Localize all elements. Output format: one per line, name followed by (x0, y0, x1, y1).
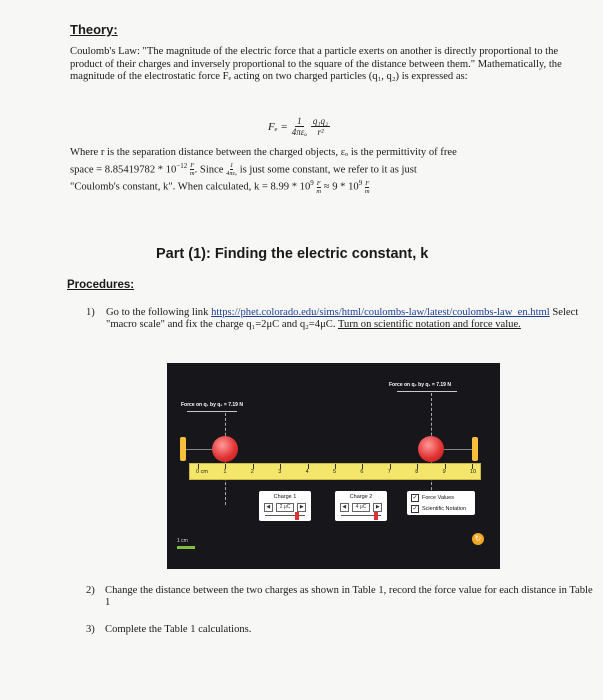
ruler-tick-label: 7 (387, 469, 391, 475)
scale-bar (177, 546, 195, 549)
ruler-tick-label: 9 (442, 469, 446, 475)
charge-2-title: Charge 2 (349, 494, 373, 500)
ruler-tick-label: 3 (278, 469, 282, 475)
step1-intro: Go to the following link (106, 307, 212, 318)
units-num: F (365, 179, 370, 187)
where-line-3 (70, 177, 570, 195)
frac-numerator: q₁q₂ (312, 116, 329, 126)
constant-fraction (226, 162, 237, 177)
force-arrow-left (187, 411, 237, 412)
step-number: 2) (86, 585, 95, 596)
step-text (106, 307, 586, 332)
option-label: Force Values (422, 495, 454, 501)
charge-1-panel (259, 491, 311, 521)
increment-icon[interactable]: ▶ (373, 503, 382, 512)
step-text: Complete the Table 1 calculations. (105, 624, 252, 635)
scale-label: 1 cm (177, 538, 188, 544)
force-label-right: Force on q₂ by q₁ = 7.19 N (389, 382, 451, 388)
decrement-icon[interactable]: ◀ (264, 503, 273, 512)
ruler-tick-label: 8 (415, 469, 419, 475)
ruler-tick-label: 5 (333, 469, 337, 475)
force-label-left: Force on q₁ by q₂ = 7.19 N (181, 402, 243, 408)
step-text: Change the distance between the two charges as shown in Table 1, record the force value for each distance in Table 1 (105, 585, 593, 609)
procedure-step-1 (86, 307, 586, 332)
since-text: . Since (194, 164, 224, 176)
coulomb-law-paragraph: Coulomb's Law: "The magnitude of the electric force that a particle exerts on another is directly proportional to the product of their charges and inversely proportional to the square of the distance between them." Mathematically, the magnitude of the electrostatic force Fₑ acting on two charged particles (q₁, q₂) is expressed as: (70, 46, 562, 83)
charge-2-ball[interactable] (418, 436, 444, 462)
ruler-tick-label: 1 (223, 469, 227, 475)
force-arrow-right (397, 391, 457, 392)
part-title: Part (1): Finding the electric constant, k (156, 246, 429, 262)
theory-heading: Theory: (70, 22, 118, 37)
right-puller-icon (472, 437, 478, 461)
step-number: 1) (86, 307, 95, 318)
constant-text: is just some constant, we refer to it as just (239, 164, 417, 176)
charge-2-panel (335, 491, 387, 521)
formula-frac-constant (292, 116, 307, 137)
step1-underlined: Turn on scientific notation and force value. (337, 319, 521, 331)
ruler-tick-label: 6 (360, 469, 364, 475)
ruler-tick-label: 10 (470, 469, 477, 475)
ruler-tick-label: 2 (250, 469, 254, 475)
ruler[interactable] (189, 463, 481, 480)
units-num: F (316, 179, 321, 187)
where-line-2 (70, 160, 570, 178)
left-rope (186, 449, 213, 450)
frac-denominator: 4πεₒ (291, 127, 307, 137)
constant-den: 4πεₒ (226, 170, 238, 178)
scientific-notation-option[interactable] (411, 505, 471, 513)
charge-1-slider[interactable] (265, 515, 305, 523)
slider-knob[interactable] (295, 512, 299, 520)
charge-2-stepper (335, 503, 387, 512)
procedure-step-2 (86, 585, 596, 610)
permittivity-paragraph (70, 147, 570, 195)
phet-link[interactable]: https://phet.colorado.edu/sims/html/coulombs-law/latest/coulombs-law_en.html (211, 307, 550, 318)
frac-numerator: 1 (297, 116, 302, 126)
units-den: m (316, 187, 322, 195)
units-fraction (316, 180, 321, 195)
option-label: Scientific Notation (422, 506, 467, 512)
where-line-1: Where r is the separation distance between the charged objects, εₒ is the permittivity of free (70, 147, 457, 158)
frac-denominator: r² (317, 127, 324, 137)
coulomb-formula (268, 116, 330, 137)
decrement-icon[interactable]: ◀ (340, 503, 349, 512)
checkbox-checked-icon[interactable]: ✓ (412, 495, 418, 501)
right-rope (444, 449, 472, 450)
exponent: 9 (358, 179, 363, 188)
ruler-tick-label: 4 (305, 469, 309, 475)
charge-1-ball[interactable] (212, 436, 238, 462)
increment-icon[interactable]: ▶ (297, 503, 306, 512)
procedures-heading: Procedures: (67, 279, 135, 291)
units-den: m (189, 170, 195, 178)
charge-1-stepper (259, 503, 311, 512)
units-num: F (190, 162, 195, 170)
units-fraction (365, 180, 370, 195)
reset-icon[interactable]: ↻ (472, 533, 484, 545)
phet-simulation-screenshot (167, 363, 500, 569)
force-values-option[interactable] (411, 494, 471, 502)
units-den: m (364, 187, 370, 195)
ruler-tick-label: 0 cm (196, 469, 208, 475)
constant-num: 1 (229, 162, 234, 170)
charge-2-value: 4 μC (352, 503, 371, 512)
k-calculated: "Coulomb's constant, k". When calculated, k = 8.99 * 10 (70, 181, 311, 193)
charge-1-title: Charge 1 (273, 494, 297, 500)
step1-instruction: Select "macro scale" and fix the charge q₁=2μC and q₂=4μC. (106, 307, 579, 331)
formula-lhs: Fₑ = (268, 120, 288, 133)
exponent: 9 (310, 179, 314, 188)
k-approx: ≈ 9 * 10 (323, 181, 359, 193)
step-number: 3) (86, 624, 95, 635)
checkbox-checked-icon[interactable]: ✓ (412, 506, 418, 512)
formula-frac-charges (311, 116, 330, 137)
procedure-step-3 (86, 624, 586, 636)
exponent: −12 (176, 161, 188, 170)
charge-1-value: 2 μC (276, 503, 295, 512)
options-panel (407, 491, 475, 515)
permittivity-value: space = 8.85419782 * 10 (70, 164, 177, 176)
charge-2-slider[interactable] (341, 515, 381, 523)
slider-knob[interactable] (374, 512, 378, 520)
